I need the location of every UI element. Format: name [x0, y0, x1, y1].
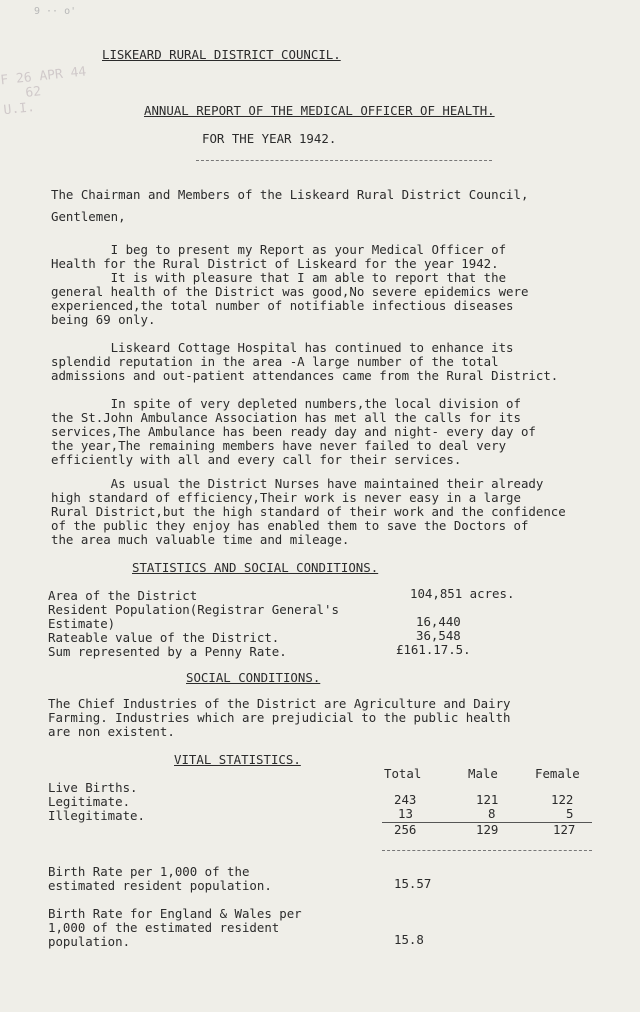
birth-rate-label: estimated resident population. [48, 878, 272, 893]
stamp-line-1: F 26 APR 44 [0, 64, 87, 89]
col-male-header: Male [468, 766, 498, 781]
ew-rate-label: population. [48, 934, 131, 949]
vital-male-cell: 121 [476, 792, 499, 807]
stamp-line-2: 62 [1, 84, 42, 104]
received-stamp [0, 63, 106, 121]
col-female-header: Female [535, 766, 580, 781]
vital-heading: VITAL STATISTICS. [174, 752, 301, 767]
stat-label: Estimate) [48, 616, 116, 631]
council-title: LISKEARD RURAL DISTRICT COUNCIL. [102, 47, 341, 62]
ew-rate-label: Birth Rate for England & Wales per [48, 906, 302, 921]
social-heading: SOCIAL CONDITIONS. [186, 670, 321, 685]
vital-female-cell: 5 [566, 806, 574, 821]
paragraph-2-line: splendid reputation in the area -A large number of the total [51, 354, 499, 369]
report-year: FOR THE YEAR 1942. [202, 131, 337, 146]
stat-value: 16,440 [416, 614, 461, 629]
vital-row-label: Live Births. [48, 780, 138, 795]
paragraph-1-line: It is with pleasure that I am able to report that the [51, 270, 507, 285]
paragraph-4-line: high standard of efficiency,Their work is never easy in a large [51, 490, 521, 505]
paragraph-4-line: As usual the District Nurses have maintained their already [51, 476, 544, 491]
ew-rate-label: 1,000 of the estimated resident [48, 920, 280, 935]
vital-female-cell: 122 [551, 792, 574, 807]
vital-row-label: Legitimate. [48, 794, 131, 809]
vital-female-sum: 127 [553, 822, 576, 837]
vital-total-sum: 256 [394, 822, 417, 837]
paragraph-1-line: general health of the District was good,No severe epidemics were [51, 284, 529, 299]
paragraph-3-line: the St.John Ambulance Association has met all the calls for its [51, 410, 521, 425]
stat-value: 104,851 acres. [410, 586, 515, 601]
paragraph-4-line: Rural District,but the high standard of their work and the confidence [51, 504, 566, 519]
vital-male-sum: 129 [476, 822, 499, 837]
vital-total-cell: 13 [398, 806, 413, 821]
stat-label: Area of the District [48, 588, 198, 603]
paragraph-3-line: In spite of very depleted numbers,the local division of [51, 396, 521, 411]
paragraph-1-line: being 69 only. [51, 312, 156, 327]
social-line: Farming. Industries which are prejudicial to the public health [48, 710, 511, 725]
paragraph-1-line: Health for the Rural District of Liskeard for the year 1942. [51, 256, 499, 271]
corner-mark: 9 ·· o' [34, 6, 77, 17]
title-divider [196, 160, 492, 161]
address-line: The Chairman and Members of the Liskeard Rural District Council, [51, 187, 529, 202]
vital-total-cell: 243 [394, 792, 417, 807]
report-title: ANNUAL REPORT OF THE MEDICAL OFFICER OF HEALTH. [144, 103, 495, 118]
stat-label: Sum represented by a Penny Rate. [48, 644, 287, 659]
vital-row-label: Illegitimate. [48, 808, 145, 823]
paragraph-1-line: experienced,the total number of notifiable infectious diseases [51, 298, 514, 313]
birth-rate-value: 15.57 [394, 876, 432, 891]
paragraph-2-line: Liskeard Cottage Hospital has continued to enhance its [51, 340, 514, 355]
social-line: The Chief Industries of the District are Agriculture and Dairy [48, 696, 511, 711]
paragraph-3-line: services,The Ambulance has been ready day and night- every day of [51, 424, 536, 439]
paragraph-3-line: efficiently with all and every call for their services. [51, 452, 462, 467]
stat-value: £161.17.5. [396, 642, 471, 657]
vital-male-cell: 8 [488, 806, 496, 821]
ew-rate-value: 15.8 [394, 932, 424, 947]
salutation: Gentlemen, [51, 209, 126, 224]
col-total-header: Total [384, 766, 422, 781]
paragraph-4-line: the area much valuable time and mileage. [51, 532, 350, 547]
stamp-line-3: U.I. [2, 100, 36, 119]
paragraph-2-line: admissions and out-patient attendances came from the Rural District. [51, 368, 559, 383]
statistics-heading: STATISTICS AND SOCIAL CONDITIONS. [132, 560, 379, 575]
totals-underline [382, 850, 592, 851]
paragraph-3-line: the year,The remaining members have never failed to deal very [51, 438, 507, 453]
stat-label: Rateable value of the District. [48, 630, 280, 645]
social-line: are non existent. [48, 724, 175, 739]
paragraph-1-line: I beg to present my Report as your Medical Officer of [51, 242, 507, 257]
birth-rate-label: Birth Rate per 1,000 of the [48, 864, 250, 879]
stat-value: 36,548 [416, 628, 461, 643]
stat-label: Resident Population(Registrar General's [48, 602, 339, 617]
paragraph-4-line: of the public they enjoy has enabled them to save the Doctors of [51, 518, 529, 533]
